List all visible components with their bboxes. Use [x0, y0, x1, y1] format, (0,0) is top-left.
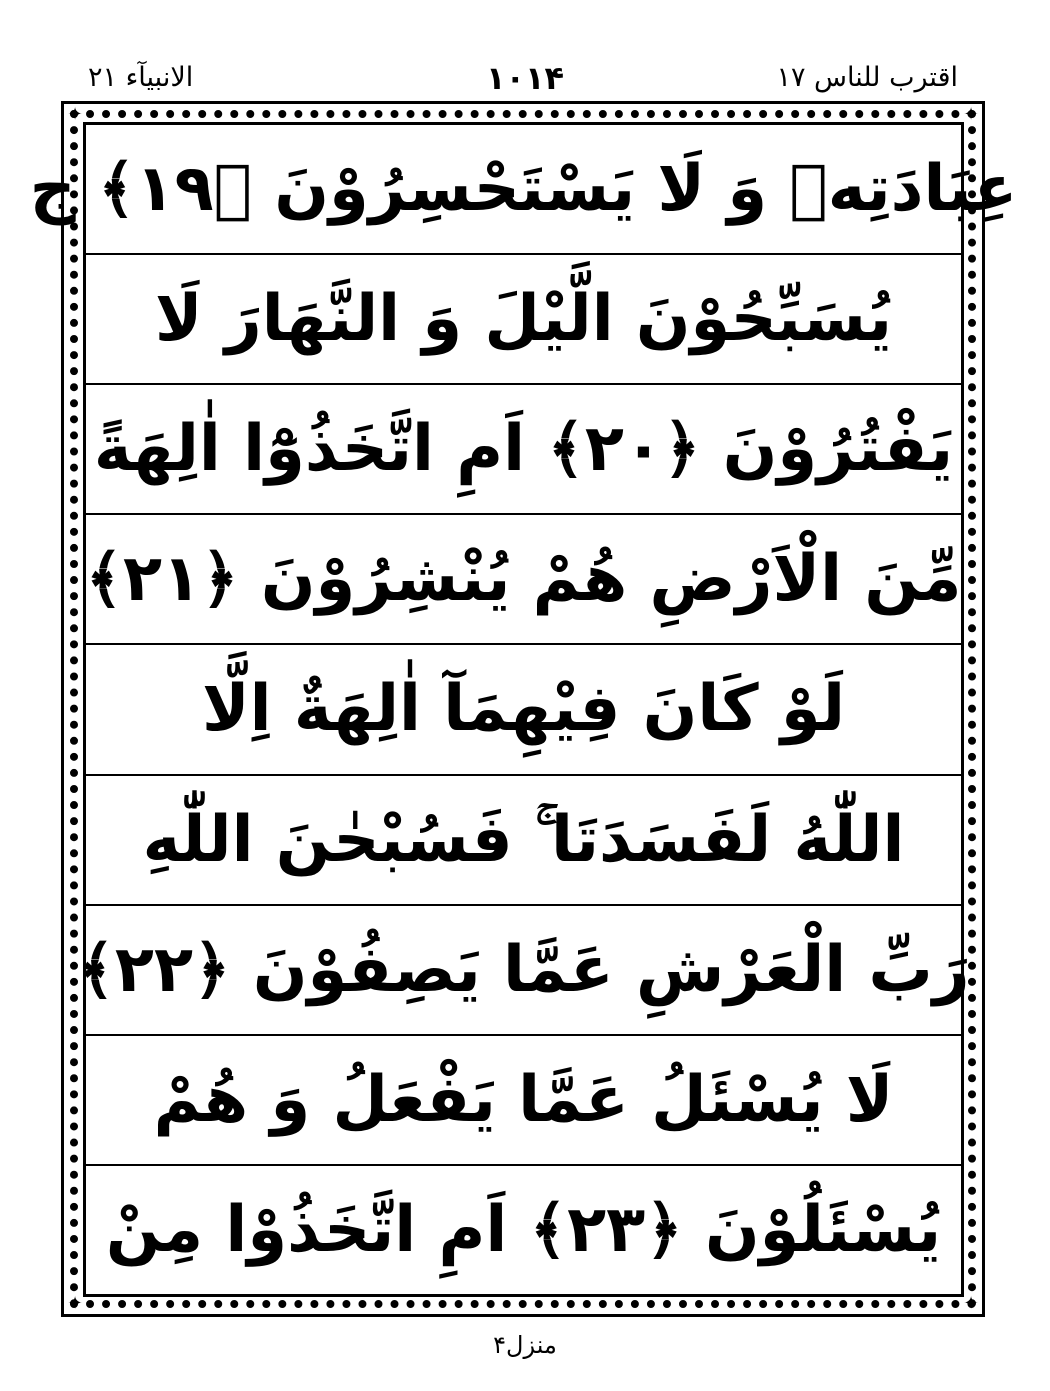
verse-line: رَبِّ الْعَرْشِ عَمَّا يَصِفُوْنَ ﴿۲۲﴾: [86, 906, 961, 1036]
verse-line: لَوْ كَانَ فِيْهِمَآ اٰلِهَةٌ اِلَّا: [86, 645, 961, 775]
verse-line: يُسْئَلُوْنَ ﴿۲۳﴾ اَمِ اتَّخَذُوْا مِنْ: [105, 1192, 942, 1267]
verse-line: اللّٰهُ لَفَسَدَتَا ۚ فَسُبْحٰنَ اللّٰهِ: [86, 776, 961, 906]
verse-line: لَا يُسْئَلُ عَمَّا يَفْعَلُ وَ هُمْ: [86, 1036, 961, 1166]
juz-title: اقترب للناس ۱۷: [776, 62, 958, 93]
verse-line: يَفْتُرُوْنَ ﴿۲۰﴾ اَمِ اتَّخَذُوْٓا اٰلِهَةً: [86, 385, 961, 515]
page-number: ۱۰۱۴: [485, 59, 565, 97]
verse-line: مِّنَ الْاَرْضِ هُمْ يُنْشِرُوْنَ ﴿۲۱﴾: [86, 515, 961, 645]
surah-title: الانبیآء ۲۱: [88, 62, 194, 93]
corner-ornament-icon: ✦: [67, 1293, 83, 1314]
corner-ornament-icon: ✦: [963, 1293, 979, 1314]
quran-text-block: [29, 125, 1018, 1294]
manzil-label: منزل۴: [493, 1331, 557, 1359]
verse-line: يُسَبِّحُوْنَ الَّيْلَ وَ النَّهَارَ لَا: [86, 255, 961, 385]
verse-line: عِبَادَتِهٖ وَ لَا يَسْتَحْسِرُوْنَ ﴿۱۹﴾ ج: [86, 125, 961, 255]
corner-ornament-icon: ✦: [963, 104, 979, 125]
corner-ornament-icon: ✦: [67, 104, 83, 125]
